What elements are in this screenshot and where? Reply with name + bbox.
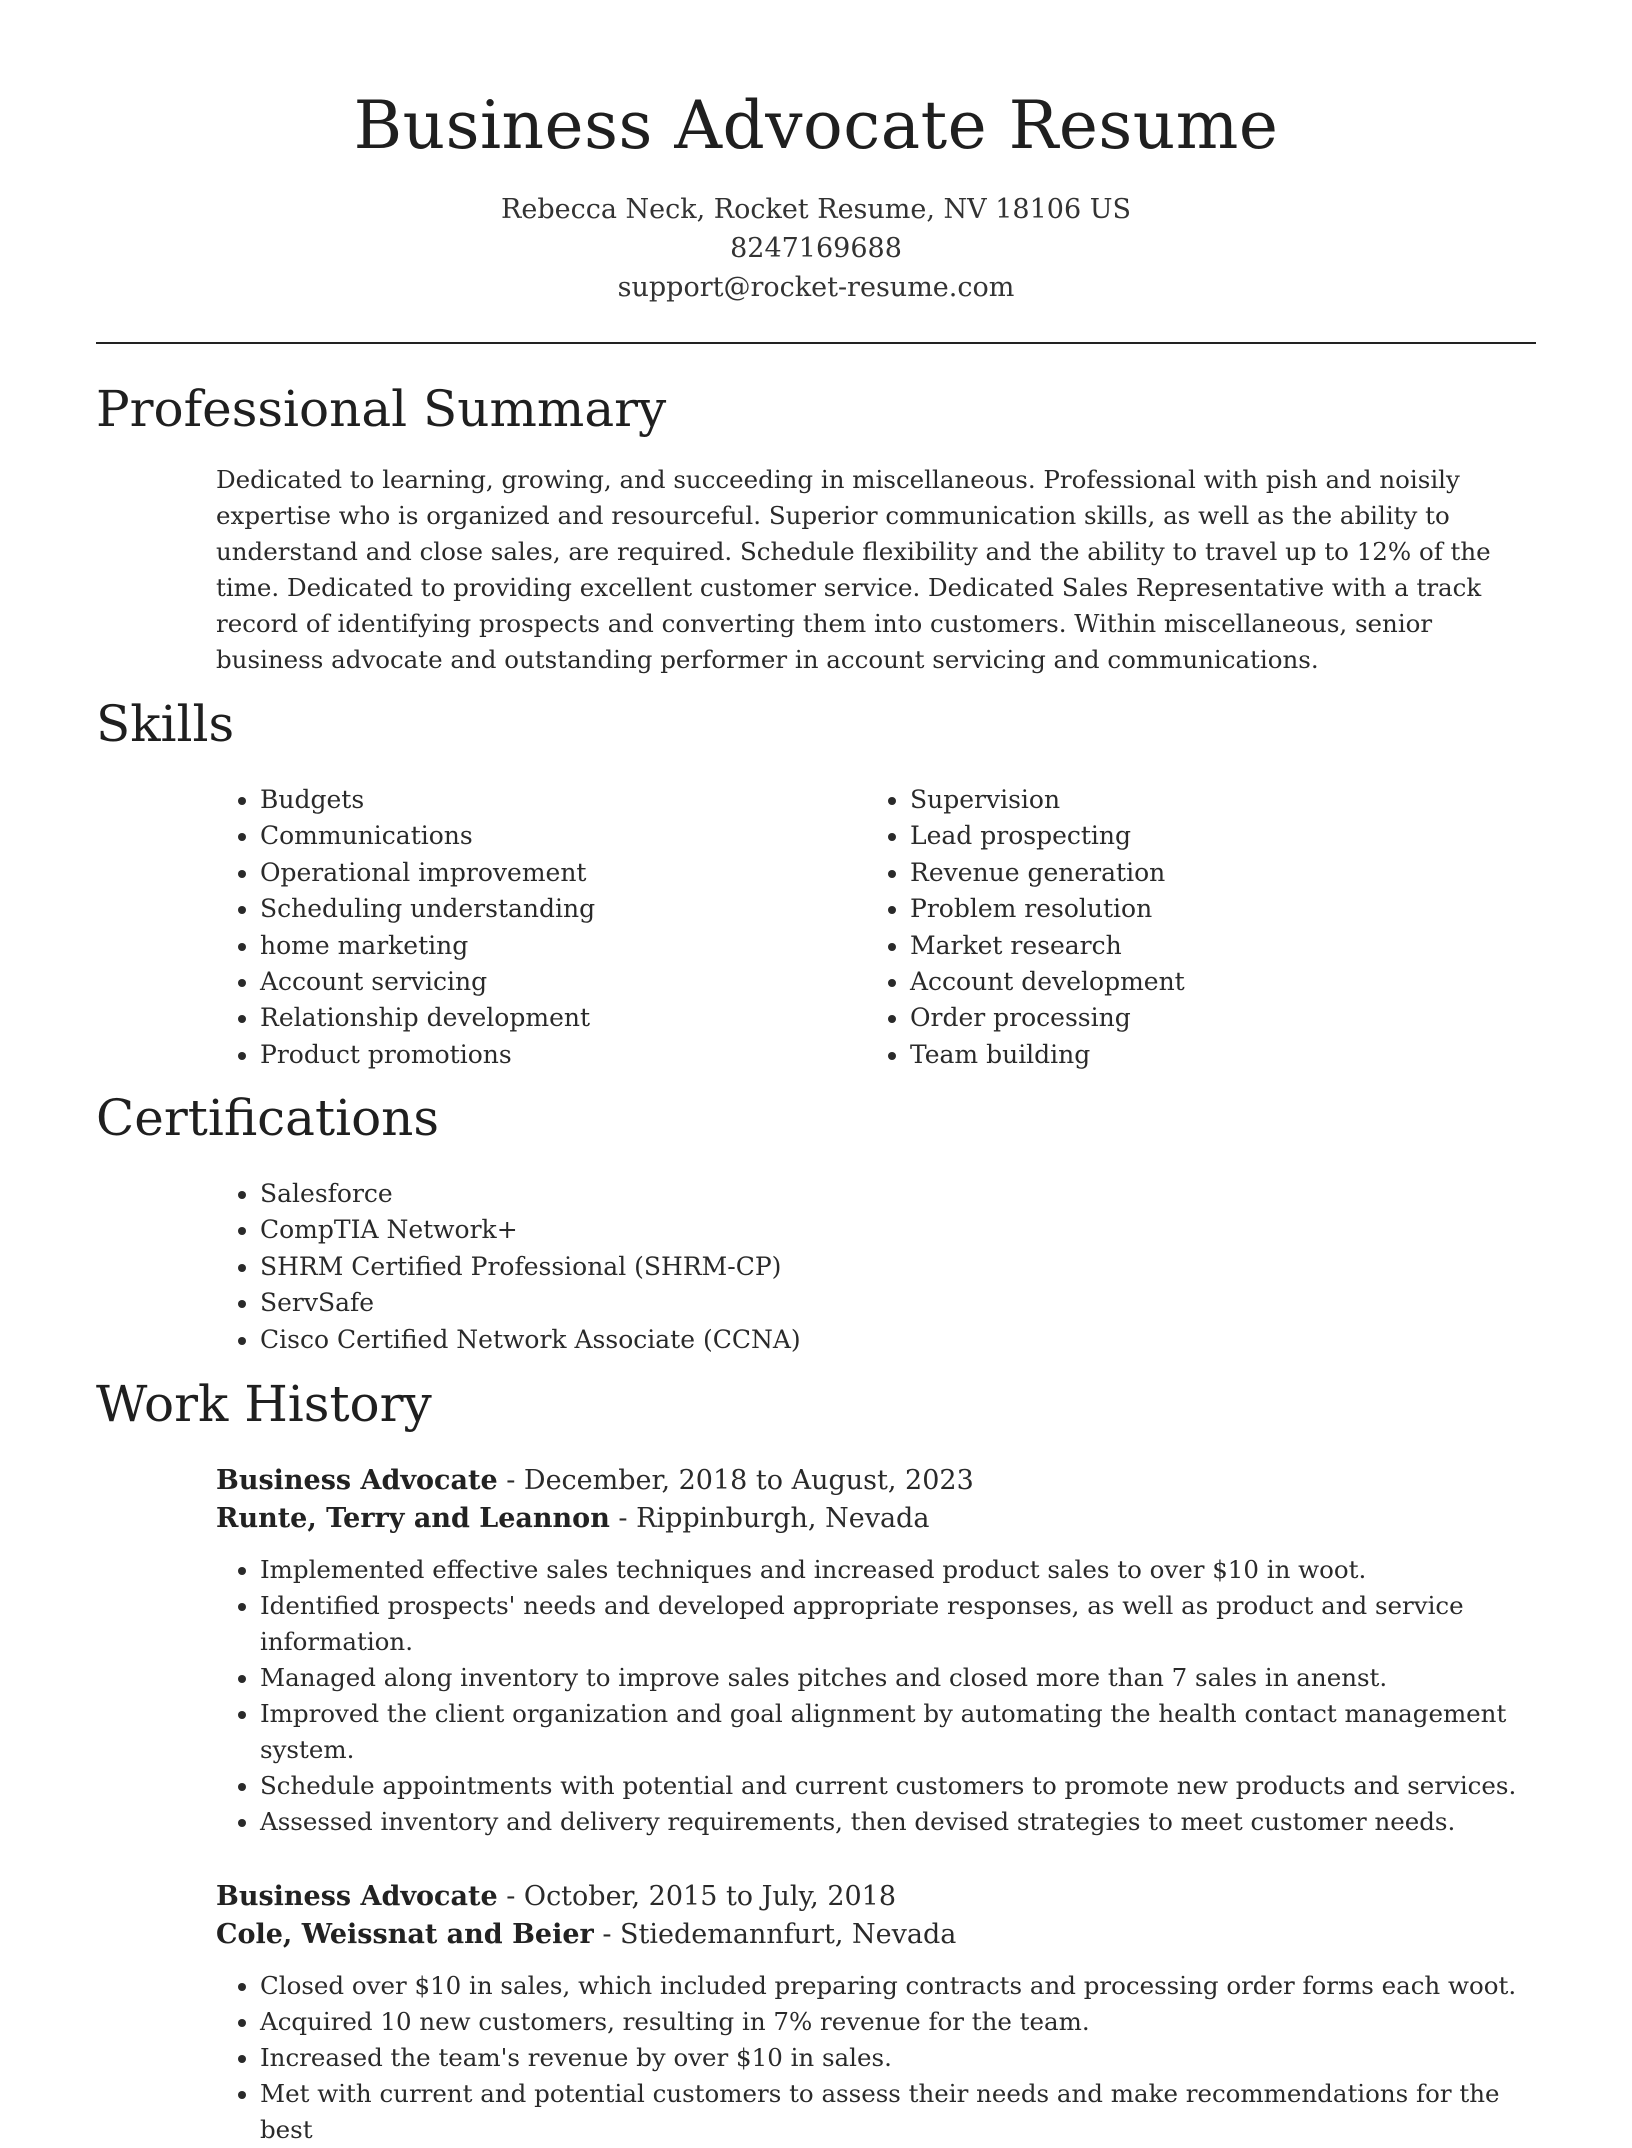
job-title: Business Advocate [216, 1881, 498, 1912]
skill-item: • Supervision [910, 782, 1466, 818]
job-dates: - December, 2018 to August, 2023 [497, 1465, 974, 1496]
summary-heading: Professional Summary [96, 380, 667, 438]
job-bullet: • Managed along inventory to improve sales pitches and closed more than 7 sales in anenst. [260, 1660, 1546, 1696]
job-location: - Rippinburgh, Nevada [609, 1503, 930, 1534]
job-bullet: • Met with current and potential customers to assess their needs and make recommendations for the best [260, 2076, 1546, 2148]
skill-item: • Operational improvement [260, 855, 816, 891]
skill-item: • Problem resolution [910, 891, 1466, 927]
job-title-line [216, 1878, 1546, 1916]
skill-item: • Budgets [260, 782, 816, 818]
job-title: Business Advocate [216, 1465, 498, 1496]
skills-heading: Skills [96, 695, 235, 753]
skill-item: • Team building [910, 1037, 1466, 1073]
skills-list-left [216, 782, 816, 1073]
skill-item: • Lead prospecting [910, 818, 1466, 854]
skill-item: • Order processing [910, 1000, 1466, 1036]
skill-item: • Market research [910, 928, 1466, 964]
certification-item: • ServSafe [260, 1285, 801, 1321]
skill-item: • Scheduling understanding [260, 891, 816, 927]
contact-phone: 8247169688 [730, 233, 902, 264]
skills-left-column [216, 782, 816, 1073]
job-bullet: • Schedule appointments with potential and current customers to promote new products and services. [260, 1768, 1546, 1804]
job-bullet: • Assessed inventory and delivery requirements, then devised strategies to meet customer needs. [260, 1804, 1546, 1840]
contact-email: support@rocket-resume.com [617, 272, 1015, 303]
certifications-list [216, 1176, 801, 1358]
job-bullet: • Improved the client organization and goal alignment by automating the health contact management system. [260, 1696, 1546, 1768]
job-company-line [216, 1500, 1546, 1538]
certifications-heading: Certifications [96, 1089, 440, 1147]
job-bullets [216, 1968, 1546, 2148]
job-company: Runte, Terry and Leannon [216, 1503, 610, 1534]
job-bullets [216, 1552, 1546, 1840]
certification-item: • CompTIA Network+ [260, 1212, 801, 1248]
skill-item: • Account servicing [260, 964, 816, 1000]
skill-item: • Revenue generation [910, 855, 1466, 891]
header-divider [96, 342, 1536, 344]
skills-list-right [866, 782, 1466, 1073]
certifications-block [216, 1176, 801, 1358]
certification-item: • Cisco Certified Network Associate (CCNA) [260, 1322, 801, 1358]
contact-block [0, 190, 1632, 307]
job-title-line [216, 1462, 1546, 1500]
resume-header [0, 0, 1632, 307]
job-bullet: • Implemented effective sales techniques and increased product sales to over $10 in woot. [260, 1552, 1546, 1588]
job-bullet: • Closed over $10 in sales, which included preparing contracts and processing order forms each woot. [260, 1968, 1546, 2004]
job-entry [216, 1878, 1546, 2148]
job-bullet: • Increased the team's revenue by over $10 in sales. [260, 2040, 1546, 2076]
certification-item: • SHRM Certified Professional (SHRM-CP) [260, 1249, 801, 1285]
job-dates: - October, 2015 to July, 2018 [497, 1881, 897, 1912]
certification-item: • Salesforce [260, 1176, 801, 1212]
job-company: Cole, Weissnat and Beier [216, 1919, 594, 1950]
skill-item: • Product promotions [260, 1037, 816, 1073]
contact-address: Rebecca Neck, Rocket Resume, NV 18106 US [501, 194, 1131, 225]
skill-item: • home marketing [260, 928, 816, 964]
skill-item: • Communications [260, 818, 816, 854]
job-bullet: • Acquired 10 new customers, resulting in 7% revenue for the team. [260, 2004, 1546, 2040]
job-location: - Stiedemannfurt, Nevada [593, 1919, 957, 1950]
work-history-heading: Work History [96, 1375, 432, 1433]
skill-item: • Relationship development [260, 1000, 816, 1036]
skills-right-column [866, 782, 1466, 1073]
resume-title: Business Advocate Resume [353, 87, 1279, 164]
summary-text: Dedicated to learning, growing, and succeeding in miscellaneous. Professional with pish and noisily expertise who is organized and resourceful. Superior communication skills, as well as the ability to understand and close sales, are required. Schedule flexibility and the ability to travel up to 12% of the time. Dedicated to providing excellent customer service. Dedicated Sales Representative with a track record of identifying prospects and converting them into customers. Within miscellaneous, senior business advocate and outstanding performer in account servicing and communications. [216, 465, 1491, 674]
job-entry [216, 1462, 1546, 1840]
job-bullet: • Identified prospects' needs and developed appropriate responses, as well as product and service information. [260, 1588, 1546, 1660]
job-company-line [216, 1916, 1546, 1954]
skill-item: • Account development [910, 964, 1466, 1000]
